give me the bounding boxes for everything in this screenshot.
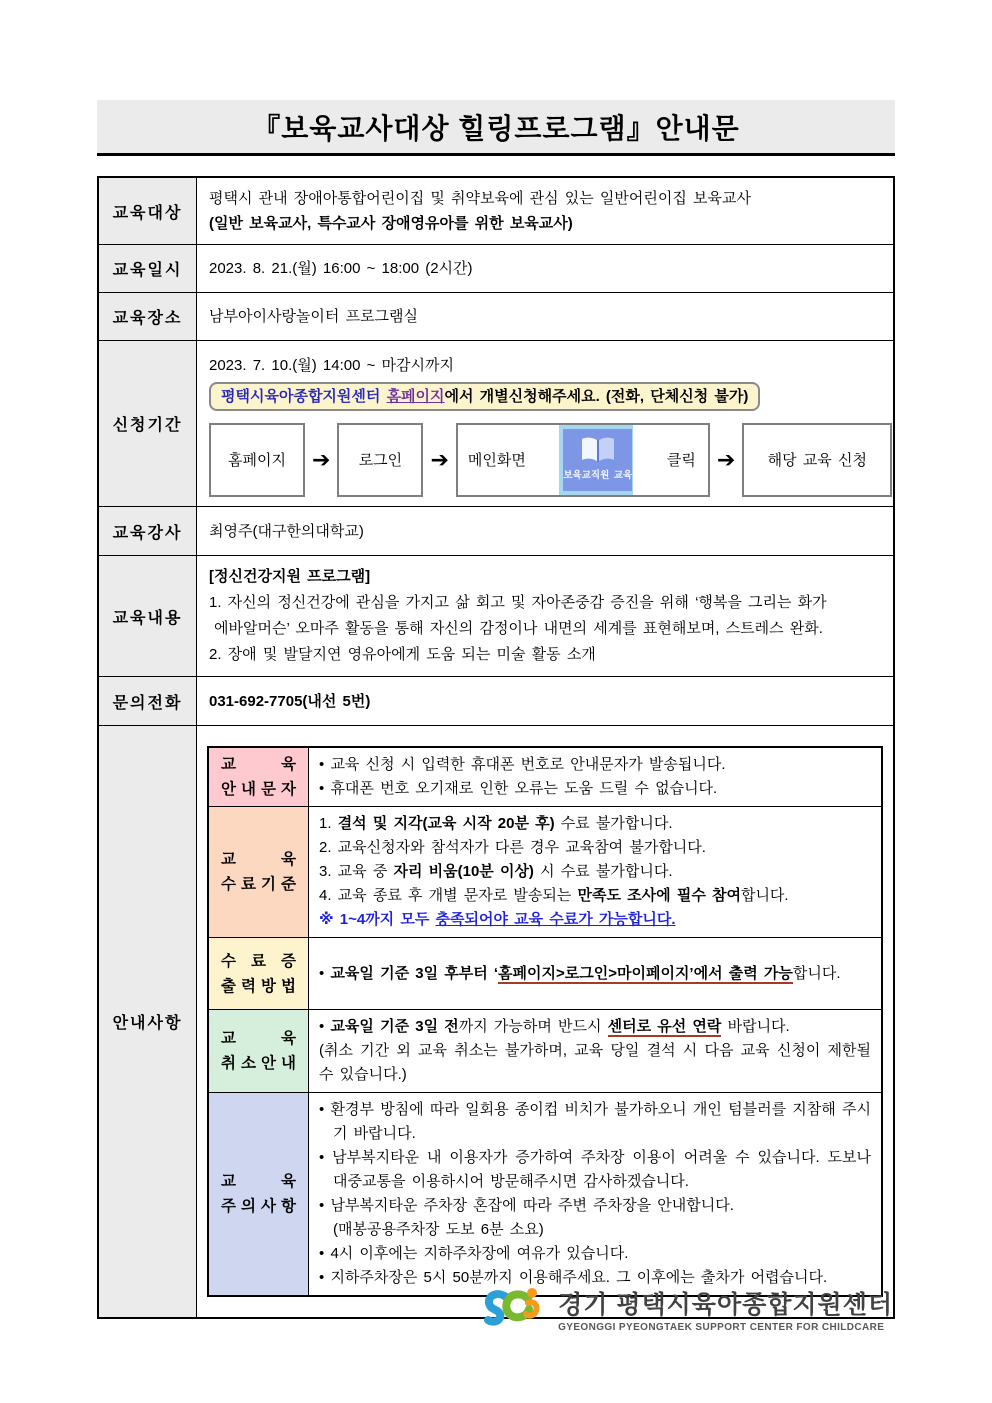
row-education-target [99,178,893,245]
row-guidance [99,726,893,1317]
flow-step-login: 로그인 [337,423,423,497]
label-education-location: 교육장소 [99,293,197,340]
row-education-datetime [99,245,893,293]
sub-label-completion-line2: 수 료 기 준 [221,876,296,893]
sub-label-completion-line1: 교 육 [221,851,296,868]
sub-label-certificate-line1: 수 료 증 [221,952,296,970]
bullet-icon: • [319,756,325,773]
sub-content-caution [309,1093,881,1295]
completion-note: ※ 1~4까지 모두 충족되어야 교육 수료가 가능합니다. [319,911,676,928]
sub-label-caution [209,1093,309,1295]
icon-caption: 보육교직원 교육 [563,470,633,481]
bullet-icon: • [319,1018,325,1035]
target-line2: (일반 보육교사, 특수교사 장애영유아를 위한 보육교사) [209,215,573,232]
application-flow-diagram [209,423,892,497]
label-instructor: 교육강사 [99,507,197,555]
sub-label-sms-line1: 교 육 [221,756,296,773]
page-title: 『보육교사대상 힐링프로그램』안내문 [252,112,740,144]
sub-label-certificate-line2: 출 력 방 법 [221,977,296,995]
notice-center-name: 평택시육아종합지원센터 [221,388,387,405]
sub-row-completion [209,807,881,938]
open-book-icon [563,429,632,491]
sub-content-cancel [309,1010,881,1092]
footer-center-name-kr: 경기 평택시육아종합지원센터 [558,1291,893,1319]
footer-text-block [558,1285,893,1333]
caution-item: • 지하주차장은 5시 50분까지 이용해주세요. 그 이후에는 출차가 어렵습니다. [319,1269,828,1286]
bullet-icon: • [319,1269,325,1286]
sub-label-completion [209,807,309,937]
guidance-sub-table [207,746,883,1297]
caution-item: • 환경부 방침에 따라 일회용 종이컵 비치가 불가하오니 개인 텀블러를 지참해 주시기 바랍니다. [319,1101,871,1142]
sub-row-sms [209,748,881,807]
notice-rest: 에서 개별신청해주세요. (전화, 단체신청 불가) [444,388,749,405]
sub-label-cancel-line1: 교 육 [221,1030,296,1047]
info-table [97,176,895,1319]
teacher-education-icon [559,425,633,495]
footer-logo [484,1283,893,1335]
caution-item: • 남부복지타운 내 이용자가 증가하여 주차장 이용이 어려울 수 있습니다. 도보나 대중교통을 이용하시어 방문해주시면 감사하겠습니다. [319,1149,871,1190]
flow-click-label: 클릭 [666,451,696,469]
content-line2: 1. 자신의 정신건강에 관심을 가지고 삶 회고 및 자아존중감 증진을 위해 ‘행복을 그리는 화가 [209,594,827,611]
sub-content-certificate [309,938,881,1009]
caution-item-continuation: (매봉공용주차장 도보 6분 소요) [333,1221,544,1238]
flow-step-mainscreen [456,423,710,497]
row-application-period [99,341,893,507]
period-deadline: 2023. 7. 10.(월) 14:00 ~ 마감시까지 [209,357,454,374]
content-line4: 2. 장애 및 발달지연 영유아에게 도움 되는 미술 활동 소개 [209,646,596,663]
cancel-line-1: • 교육일 기준 3일 전까지 가능하며 반드시 센터로 유선 연락 바랍니다. [319,1018,790,1035]
bullet-icon: • [319,1245,325,1262]
label-guidance: 안내사항 [99,726,197,1317]
sub-row-caution [209,1093,881,1295]
completion-item-4: 4. 교육 종료 후 개별 문자로 발송되는 만족도 조사에 필수 참여합니다. [319,887,789,904]
flow-mainscreen-label: 메인화면 [467,451,526,469]
value-education-datetime: 2023. 8. 21.(월) 16:00 ~ 18:00 (2시간) [209,260,473,277]
row-contact-phone [99,677,893,726]
sub-label-cancel-line2: 취 소 안 내 [221,1055,296,1072]
value-instructor: 최영주(대구한의대학교) [209,522,364,540]
notice-homepage-link-text: 홈페이지 [386,388,445,405]
sub-label-sms [209,748,309,806]
arrow-right-icon: ➔ [312,447,331,472]
footer-center-name-en: GYEONGGI PYEONGTAEK SUPPORT CENTER FOR CHILDCARE [558,1322,885,1333]
cancel-line-2: (취소 기간 외 교육 취소는 불가하며, 교육 당일 결석 시 다음 교육 신청이 제한될 수 있습니다.) [319,1042,871,1083]
sub-label-certificate [209,938,309,1009]
certificate-line: • 교육일 기준 3일 후부터 ‘홈페이지>로그인>마이페이지’에서 출력 가능합니다. [319,964,841,982]
label-application-period: 신청기간 [99,341,197,506]
row-instructor [99,507,893,556]
sub-content-completion [309,807,881,937]
caution-item: • 4시 이후에는 지하주차장에 여유가 있습니다. [319,1245,629,1262]
content-program-title: [정신건강지원 프로그램] [209,568,371,585]
document-content [97,100,895,1319]
center-logo-icon [484,1283,550,1335]
guidance-content [197,726,893,1317]
caution-item: • 남부복지타운 주차장 혼잡에 따라 주변 주차장을 안내합니다. [319,1197,734,1214]
title-bar [97,100,895,156]
application-notice [209,382,760,411]
sms-bullet-1: • 교육 신청 시 입력한 휴대폰 번호로 안내문자가 발송됩니다. [319,756,726,773]
value-education-location: 남부아이사랑놀이터 프로그램실 [209,308,419,325]
sub-row-certificate [209,938,881,1010]
value-application-period [197,341,904,506]
flow-step-homepage: 홈페이지 [209,423,305,497]
book-glyph [578,436,618,466]
bullet-icon: • [319,964,325,982]
bullet-icon: • [319,1197,325,1214]
label-education-target: 교육대상 [99,178,197,244]
arrow-right-icon: ➔ [716,447,736,472]
content-line3: 에바알머슨’ 오마주 활동을 통해 자신의 감정이나 내면의 세계를 표현해보며, 스트레스 완화. [214,620,823,637]
label-education-content: 교육내용 [99,556,197,676]
sub-content-sms [309,748,881,806]
completion-item-2: 2. 교육신청자와 참석자가 다른 경우 교육참여 불가합니다. [319,839,706,856]
label-education-datetime: 교육일시 [99,245,197,292]
target-line1: 평택시 관내 장애아통합어린이집 및 취약보육에 관심 있는 일반어린이집 보육교사 [209,190,752,207]
sub-label-cancel [209,1010,309,1092]
sub-label-caution-line1: 교 육 [221,1173,296,1190]
sms-bullet-2: • 휴대폰 번호 오기재로 인한 오류는 도움 드릴 수 없습니다. [319,780,718,797]
completion-item-3: 3. 교육 중 자리 비움(10분 이상) 시 수료 불가합니다. [319,863,673,880]
bullet-icon: • [319,1149,325,1166]
bullet-icon: • [319,1101,325,1118]
arrow-right-icon: ➔ [430,447,449,472]
value-contact-phone: 031-692-7705(내선 5번) [209,692,371,710]
flow-step-apply: 해당 교육 신청 [742,423,892,497]
row-education-location [99,293,893,341]
value-education-target [197,178,893,244]
completion-item-1: 1. 결석 및 지각(교육 시작 20분 후) 수료 불가합니다. [319,815,673,832]
bullet-icon: • [319,780,325,797]
row-education-content [99,556,893,677]
sub-label-sms-line2: 안 내 문 자 [221,781,296,798]
sub-label-caution-line2: 주 의 사 항 [221,1198,296,1215]
label-contact-phone: 문의전화 [99,677,197,725]
sub-row-cancel [209,1010,881,1093]
value-education-content [197,556,893,676]
